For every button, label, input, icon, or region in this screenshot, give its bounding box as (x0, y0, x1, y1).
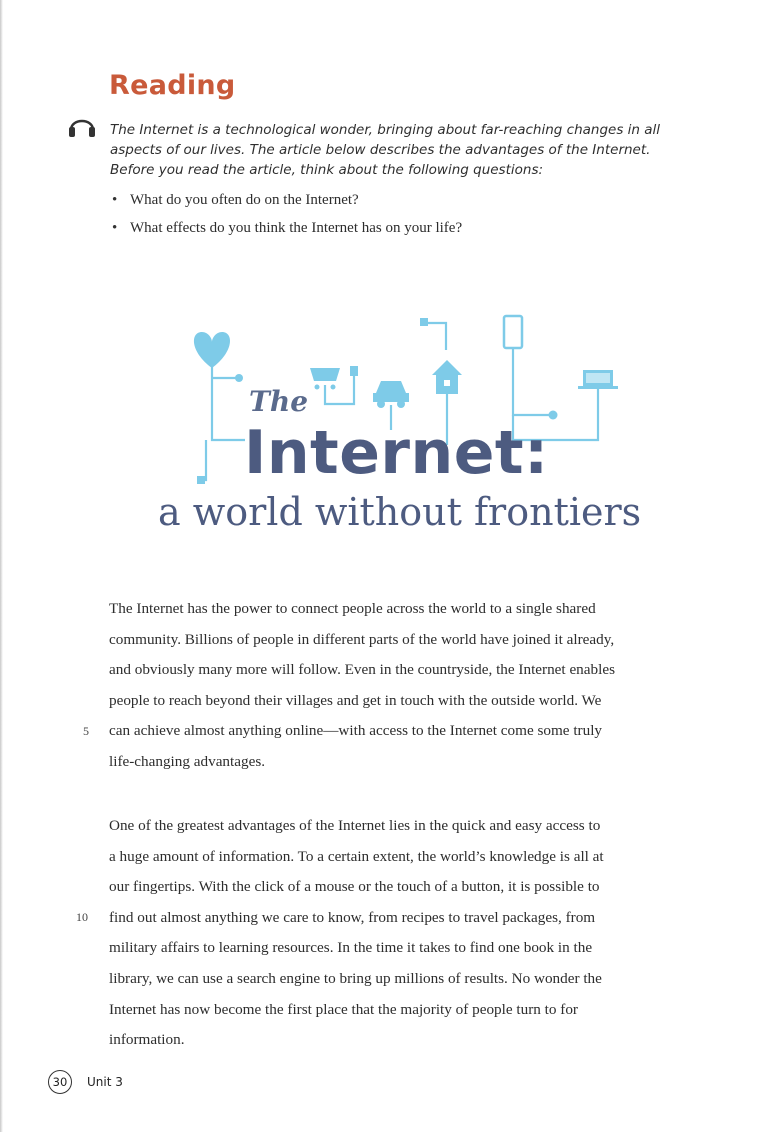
text-line: military affairs to learning resources. In the time it takes to find one book in the (109, 939, 593, 957)
pre-reading-questions (112, 186, 672, 242)
house-icon (432, 360, 462, 394)
text-line: community. Billions of people in different parts of the world have joined it already, (109, 630, 615, 648)
page-number: 30 (48, 1070, 72, 1094)
article-title-the: The (249, 385, 309, 418)
question-item: • What effects do you think the Internet has on your life? (112, 214, 672, 242)
text-line: One of the greatest advantages of the Internet lies in the quick and easy access to (109, 817, 601, 834)
section-title: Reading (109, 70, 236, 101)
paragraph-1 (109, 594, 689, 778)
text-line: find out almost anything we care to know, from recipes to travel packages, from (109, 908, 596, 926)
paragraph-2 (109, 811, 689, 1056)
unit-label: Unit 3 (87, 1075, 123, 1089)
text-line: Internet has now become the first place that the majority of people turn to for (109, 1000, 578, 1018)
text-line: library, we can use a search engine to bring up millions of results. No wonder the (109, 969, 602, 987)
text-line: The Internet has the power to connect people across the world to a single shared (109, 600, 596, 617)
article-title-main: Internet: (244, 418, 549, 488)
article-subtitle: a world without frontiers (158, 490, 642, 534)
question-item: • What do you often do on the Internet? (112, 186, 672, 214)
smartphone-icon (504, 316, 522, 348)
text-line: can achieve almost anything online—with access to the Internet come some truly (109, 722, 603, 740)
text-line: information. (109, 1031, 185, 1049)
line-number-5: 5 (83, 724, 89, 738)
car-icon (373, 381, 409, 408)
line-number-10: 10 (76, 910, 88, 924)
text-line: people to reach beyond their villages and get in touch with the outside world. We (109, 691, 602, 709)
text-line: a huge amount of information. To a certain extent, the world’s knowledge is all at (109, 847, 604, 865)
page-edge (0, 0, 3, 1132)
text-line: and obviously many more will follow. Even in the countryside, the Internet enables (109, 661, 615, 679)
intro-text: The Internet is a technological wonder, bringing about far-reaching changes in all aspects of our lives. The article below describes the advantages of the Internet. Before you read the article, think about the following questions: (110, 122, 661, 178)
heart-icon (194, 332, 230, 368)
text-line: our fingertips. With the click of a mouse or the touch of a button, it is possible to (109, 878, 600, 896)
text-line: life-changing advantages. (109, 752, 266, 770)
headphones-icon[interactable] (66, 110, 98, 140)
